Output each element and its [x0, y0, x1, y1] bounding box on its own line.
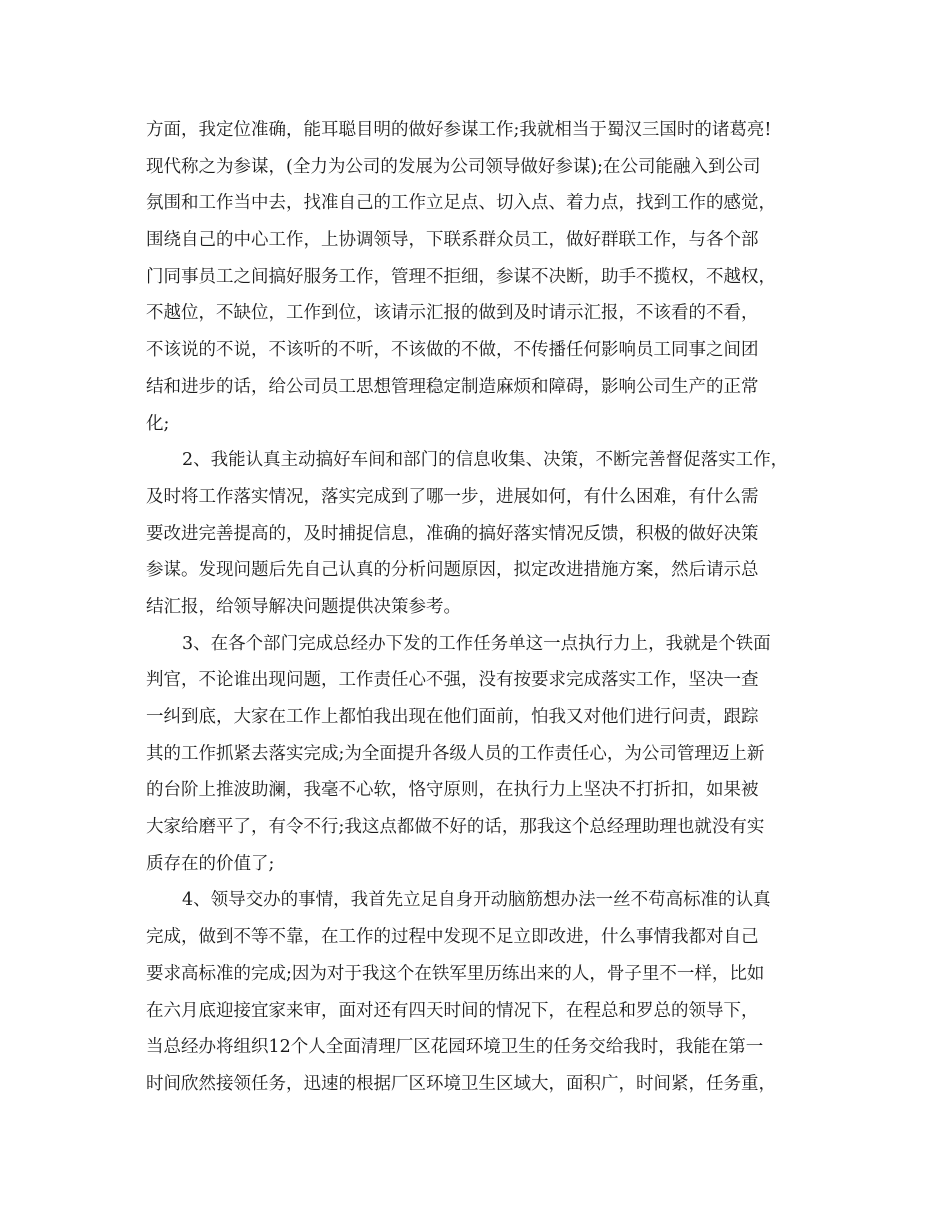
paragraph-first-line: 4、领导交办的事情，我首先立足自身开动脑筋想办法一丝不苟高标准的认真	[182, 890, 771, 911]
text-line: 围绕自己的中心工作，上协调领导，下联系群众员工，做好群联工作，与各个部	[146, 230, 759, 251]
text-line: 要求高标准的完成;因为对于我这个在铁军里历练出来的人，骨子里不一样，比如	[146, 963, 765, 984]
text-line: 现代称之为参谋，(全力为公司的发展为公司领导做好参谋);在公司能融入到公司	[146, 156, 761, 177]
text-line: 及时将工作落实情况，落实完成到了哪一步，进展如何，有什么困难，有什么需	[146, 486, 759, 507]
text-line: 大家给磨平了，有令不行;我这点都做不好的话，那我这个总经理助理也就没有实	[146, 817, 765, 838]
text-line: 参谋。发现问题后先自己认真的分析问题原因，拟定改进措施方案，然后请示总	[146, 560, 759, 581]
text-line: 不该说的不说，不该听的不听，不该做的不做，不传播任何影响员工同事之间团	[146, 340, 759, 361]
text-line: 质存在的价值了;	[146, 853, 275, 874]
text-line: 氛围和工作当中去，找准自己的工作立足点、切入点、着力点，找到工作的感觉，	[146, 193, 776, 214]
text-line: 时间欣然接领任务，迅速的根据厂区环境卫生区域大，面积广，时间紧，任务重，	[146, 1073, 776, 1094]
text-line: 化;	[146, 413, 170, 434]
text-line: 其的工作抓紧去落实完成;为全面提升各级人员的工作责任心，为公司管理迈上新	[146, 743, 765, 764]
text-line: 一纠到底，大家在工作上都怕我出现在他们面前，怕我又对他们进行问责，跟踪	[146, 707, 759, 727]
text-line: 结汇报，给领导解决问题提供决策参考。	[146, 596, 461, 617]
text-line: 要改进完善提高的，及时捕捉信息，准确的搞好落实情况反馈，积极的做好决策	[146, 523, 759, 544]
text-line: 判官，不论谁出现问题，工作责任心不强，没有按要求完成落实工作，坚决一查	[146, 670, 759, 691]
document-body-text	[146, 112, 826, 1103]
text-line: 不越位，不缺位，工作到位，该请示汇报的做到及时请示汇报，不该看的不看，	[146, 303, 759, 324]
text-line: 结和进步的话，给公司员工思想管理稳定制造麻烦和障碍，影响公司生产的正常	[146, 376, 759, 397]
text-line: 完成，做到不等不靠，在工作的过程中发现不足立即改进，什么事情我都对自己	[146, 927, 759, 948]
paragraph-first-line: 2、我能认真主动搞好车间和部门的信息收集、决策，不断完善督促落实工作，	[182, 450, 789, 471]
text-line: 门同事员工之间搞好服务工作，管理不拒细，参谋不决断，助手不揽权，不越权，	[146, 266, 776, 287]
text-line: 的台阶上推波助澜，我毫不心软，恪守原则，在执行力上坚决不打折扣，如果被	[146, 780, 759, 801]
text-line: 方面，我定位准确，能耳聪目明的做好参谋工作;我就相当于蜀汉三国时的诸葛亮!	[146, 120, 772, 140]
paragraph-first-line: 3、在各个部门完成总经办下发的工作任务单这一点执行力上，我就是个铁面	[182, 633, 771, 654]
text-line: 在六月底迎接宜家来审，面对还有四天时间的情况下，在程总和罗总的领导下，	[146, 1000, 759, 1021]
text-line: 当总经办将组织12个人全面清理厂区花园环境卫生的任务交给我时，我能在第一	[146, 1037, 764, 1058]
